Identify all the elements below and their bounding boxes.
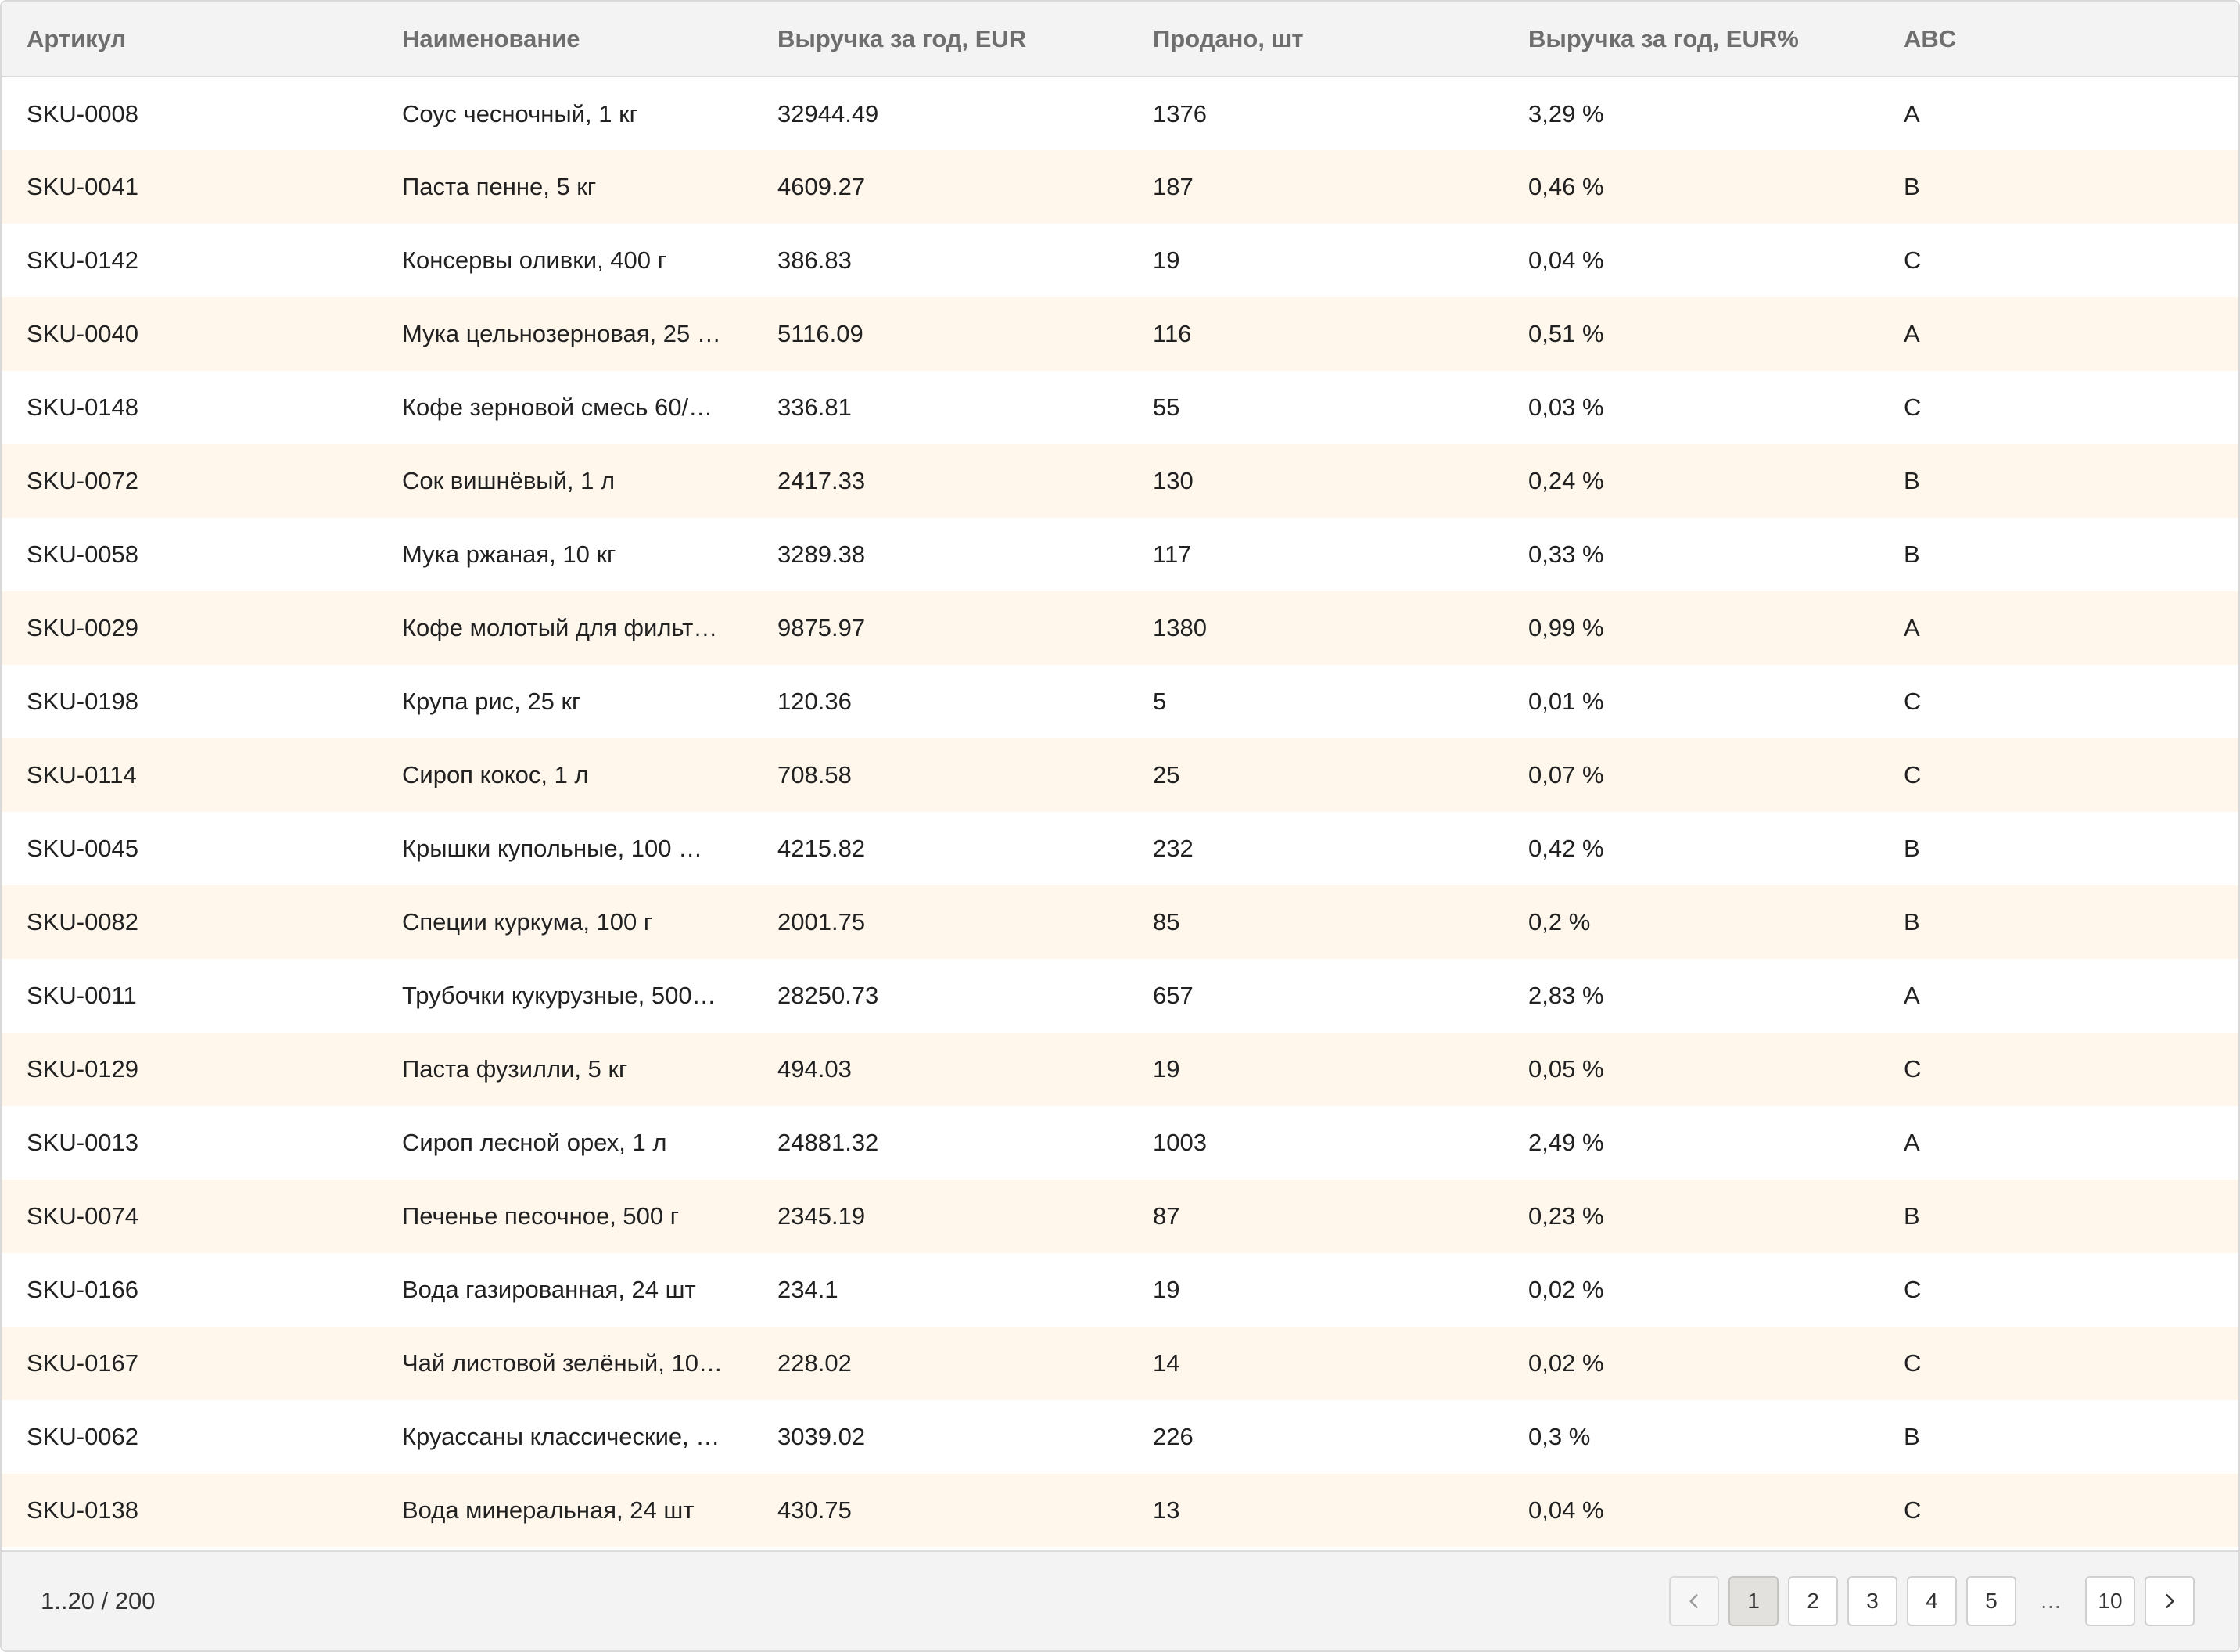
cell-sku: SKU-0072 bbox=[27, 467, 139, 494]
table-row[interactable] bbox=[2, 1032, 2238, 1106]
table-row[interactable] bbox=[2, 77, 2238, 150]
cell-sold: 226 bbox=[1153, 1423, 1194, 1450]
cell-revenue: 3039.02 bbox=[777, 1423, 866, 1450]
cell-name: Специи куркума, 100 г bbox=[402, 908, 653, 936]
column-header-name[interactable]: Наименование bbox=[377, 2, 752, 77]
cell-name: Вода минеральная, 24 шт bbox=[402, 1496, 695, 1524]
cell-revenue-percent: 0,01 % bbox=[1528, 688, 1604, 715]
table-footer bbox=[2, 1550, 2238, 1650]
next-page-button[interactable] bbox=[2145, 1576, 2195, 1626]
cell-revenue-percent: 0,42 % bbox=[1528, 835, 1604, 862]
page-button-3[interactable]: 3 bbox=[1847, 1576, 1897, 1626]
table-row[interactable] bbox=[2, 959, 2238, 1032]
table-row[interactable] bbox=[2, 1253, 2238, 1327]
cell-sold: 13 bbox=[1153, 1496, 1180, 1524]
table-row[interactable] bbox=[2, 1106, 2238, 1180]
cell-revenue: 2001.75 bbox=[777, 908, 866, 936]
page-button-5[interactable]: 5 bbox=[1966, 1576, 2016, 1626]
table-row[interactable] bbox=[2, 1180, 2238, 1253]
cell-abc: A bbox=[1904, 982, 1920, 1009]
cell-sold: 19 bbox=[1153, 1055, 1180, 1083]
cell-sku: SKU-0011 bbox=[27, 982, 137, 1009]
cell-name: Паста фузилли, 5 кг bbox=[402, 1055, 628, 1083]
cell-revenue-percent: 3,29 % bbox=[1528, 99, 1604, 127]
cell-abc: B bbox=[1904, 1202, 1920, 1230]
cell-name: Вода газированная, 24 шт bbox=[402, 1276, 696, 1303]
cell-revenue: 430.75 bbox=[777, 1496, 852, 1524]
table-row[interactable] bbox=[2, 1327, 2238, 1400]
cell-abc: A bbox=[1904, 99, 1920, 127]
cell-revenue: 32944.49 bbox=[777, 99, 879, 127]
cell-revenue: 3289.38 bbox=[777, 540, 866, 568]
cell-sold: 117 bbox=[1153, 540, 1192, 568]
cell-name: Мука цельнозерновая, 25 … bbox=[402, 320, 721, 347]
table-row[interactable] bbox=[2, 1474, 2238, 1547]
abc-analysis-table bbox=[2, 2, 2238, 1547]
pagination bbox=[1669, 1576, 2195, 1626]
cell-name: Крышки купольные, 100 … bbox=[402, 835, 703, 862]
cell-revenue-percent: 0,02 % bbox=[1528, 1349, 1604, 1377]
table-row[interactable] bbox=[2, 591, 2238, 665]
cell-revenue: 9875.97 bbox=[777, 614, 866, 641]
cell-abc: C bbox=[1904, 393, 1922, 421]
cell-name: Сок вишнёвый, 1 л bbox=[402, 467, 616, 494]
page-button-4[interactable]: 4 bbox=[1907, 1576, 1957, 1626]
cell-revenue-percent: 2,49 % bbox=[1528, 1129, 1604, 1156]
cell-name: Сироп лесной орех, 1 л bbox=[402, 1129, 667, 1156]
cell-name: Чай листовой зелёный, 10… bbox=[402, 1349, 723, 1377]
page-button-1[interactable]: 1 bbox=[1728, 1576, 1779, 1626]
column-header-sku[interactable]: Артикул bbox=[2, 2, 377, 77]
cell-revenue: 5116.09 bbox=[777, 320, 863, 347]
cell-revenue-percent: 0,46 % bbox=[1528, 173, 1604, 200]
cell-sku: SKU-0142 bbox=[27, 246, 139, 274]
cell-revenue: 494.03 bbox=[777, 1055, 852, 1083]
cell-revenue: 386.83 bbox=[777, 246, 852, 274]
cell-name: Соус чесночный, 1 кг bbox=[402, 99, 638, 127]
cell-abc: C bbox=[1904, 1496, 1922, 1524]
cell-sold: 55 bbox=[1153, 393, 1180, 421]
cell-sku: SKU-0062 bbox=[27, 1423, 139, 1450]
cell-revenue: 234.1 bbox=[777, 1276, 838, 1303]
cell-abc: C bbox=[1904, 246, 1922, 274]
cell-sku: SKU-0013 bbox=[27, 1129, 139, 1156]
cell-sold: 19 bbox=[1153, 1276, 1180, 1303]
cell-sku: SKU-0045 bbox=[27, 835, 139, 862]
cell-sold: 657 bbox=[1153, 982, 1194, 1009]
cell-abc: C bbox=[1904, 1349, 1922, 1377]
cell-sold: 1003 bbox=[1153, 1129, 1207, 1156]
cell-name: Кофе зерновой смесь 60/… bbox=[402, 393, 713, 421]
cell-revenue: 28250.73 bbox=[777, 982, 879, 1009]
table-row[interactable] bbox=[2, 518, 2238, 591]
cell-sold: 1380 bbox=[1153, 614, 1207, 641]
cell-revenue-percent: 0,33 % bbox=[1528, 540, 1604, 568]
cell-name: Трубочки кукурузные, 500… bbox=[402, 982, 716, 1009]
cell-name: Круассаны классические, … bbox=[402, 1423, 720, 1450]
cell-abc: C bbox=[1904, 1276, 1922, 1303]
column-header-sold[interactable]: Продано, шт bbox=[1128, 2, 1503, 77]
table-row[interactable] bbox=[2, 812, 2238, 885]
cell-sku: SKU-0041 bbox=[27, 173, 139, 200]
table-row[interactable] bbox=[2, 297, 2238, 371]
table-row[interactable] bbox=[2, 738, 2238, 812]
cell-name: Паста пенне, 5 кг bbox=[402, 173, 597, 200]
column-header-revenue-percent[interactable]: Выручка за год, EUR% bbox=[1503, 2, 1879, 77]
table-row[interactable] bbox=[2, 371, 2238, 444]
cell-sold: 232 bbox=[1153, 835, 1194, 862]
cell-revenue-percent: 0,23 % bbox=[1528, 1202, 1604, 1230]
cell-sold: 14 bbox=[1153, 1349, 1180, 1377]
cell-revenue-percent: 0,07 % bbox=[1528, 761, 1604, 788]
cell-revenue: 4609.27 bbox=[777, 173, 866, 200]
cell-revenue: 708.58 bbox=[777, 761, 852, 788]
cell-revenue: 228.02 bbox=[777, 1349, 852, 1377]
cell-sku: SKU-0114 bbox=[27, 761, 137, 788]
cell-revenue: 4215.82 bbox=[777, 835, 866, 862]
cell-sold: 5 bbox=[1153, 688, 1167, 715]
page-button-2[interactable]: 2 bbox=[1788, 1576, 1838, 1626]
cell-abc: A bbox=[1904, 1129, 1920, 1156]
cell-revenue-percent: 2,83 % bbox=[1528, 982, 1604, 1009]
column-header-revenue[interactable]: Выручка за год, EUR bbox=[752, 2, 1128, 77]
cell-sku: SKU-0167 bbox=[27, 1349, 139, 1377]
pagination-range: 1..20 / 200 bbox=[41, 1587, 156, 1614]
cell-revenue-percent: 0,04 % bbox=[1528, 1496, 1604, 1524]
cell-revenue-percent: 0,04 % bbox=[1528, 246, 1604, 274]
cell-sku: SKU-0074 bbox=[27, 1202, 139, 1230]
table-row[interactable] bbox=[2, 665, 2238, 738]
cell-revenue-percent: 0,2 % bbox=[1528, 908, 1591, 936]
cell-sku: SKU-0082 bbox=[27, 908, 139, 936]
cell-sold: 187 bbox=[1153, 173, 1194, 200]
cell-revenue: 2345.19 bbox=[777, 1202, 866, 1230]
cell-revenue-percent: 0,51 % bbox=[1528, 320, 1604, 347]
cell-revenue: 120.36 bbox=[777, 688, 852, 715]
cell-abc: B bbox=[1904, 835, 1920, 862]
cell-revenue: 2417.33 bbox=[777, 467, 866, 494]
cell-abc: C bbox=[1904, 688, 1922, 715]
cell-revenue: 336.81 bbox=[777, 393, 852, 421]
cell-sku: SKU-0138 bbox=[27, 1496, 139, 1524]
cell-sold: 1376 bbox=[1153, 99, 1207, 127]
cell-sku: SKU-0198 bbox=[27, 688, 139, 715]
chevron-left-icon bbox=[1685, 1593, 1703, 1610]
cell-sku: SKU-0129 bbox=[27, 1055, 139, 1083]
prev-page-button[interactable] bbox=[1669, 1576, 1719, 1626]
cell-abc: A bbox=[1904, 614, 1920, 641]
cell-sold: 25 bbox=[1153, 761, 1180, 788]
cell-name: Печенье песочное, 500 г bbox=[402, 1202, 680, 1230]
table-body bbox=[2, 77, 2238, 1547]
table-row[interactable] bbox=[2, 224, 2238, 297]
cell-revenue-percent: 0,24 % bbox=[1528, 467, 1604, 494]
cell-name: Кофе молотый для фильт… bbox=[402, 614, 718, 641]
table-header bbox=[2, 2, 2238, 77]
cell-sku: SKU-0148 bbox=[27, 393, 139, 421]
chevron-right-icon bbox=[2161, 1593, 2178, 1610]
table-row[interactable] bbox=[2, 444, 2238, 518]
cell-revenue-percent: 0,05 % bbox=[1528, 1055, 1604, 1083]
cell-sold: 116 bbox=[1153, 320, 1192, 347]
cell-revenue-percent: 0,02 % bbox=[1528, 1276, 1604, 1303]
cell-sku: SKU-0058 bbox=[27, 540, 139, 568]
cell-sold: 19 bbox=[1153, 246, 1180, 274]
cell-sku: SKU-0040 bbox=[27, 320, 139, 347]
table-row[interactable] bbox=[2, 1400, 2238, 1474]
cell-name: Сироп кокос, 1 л bbox=[402, 761, 589, 788]
cell-abc: C bbox=[1904, 761, 1922, 788]
cell-name: Консервы оливки, 400 г bbox=[402, 246, 666, 274]
cell-sku: SKU-0029 bbox=[27, 614, 139, 641]
cell-name: Крупа рис, 25 кг bbox=[402, 688, 581, 715]
cell-revenue-percent: 0,03 % bbox=[1528, 393, 1604, 421]
cell-abc: B bbox=[1904, 908, 1920, 936]
cell-abc: B bbox=[1904, 1423, 1920, 1450]
cell-sold: 85 bbox=[1153, 908, 1180, 936]
column-header-abc[interactable]: ABC bbox=[1879, 2, 2238, 77]
cell-abc: B bbox=[1904, 540, 1920, 568]
cell-sku: SKU-0166 bbox=[27, 1276, 139, 1303]
cell-revenue-percent: 0,99 % bbox=[1528, 614, 1604, 641]
cell-revenue-percent: 0,3 % bbox=[1528, 1423, 1591, 1450]
cell-abc: A bbox=[1904, 320, 1920, 347]
cell-abc: B bbox=[1904, 173, 1920, 200]
cell-revenue: 24881.32 bbox=[777, 1129, 879, 1156]
cell-abc: B bbox=[1904, 467, 1920, 494]
pagination-ellipsis: … bbox=[2040, 1589, 2062, 1613]
header-row bbox=[2, 2, 2238, 77]
cell-sold: 130 bbox=[1153, 467, 1194, 494]
page-button-last[interactable]: 10 bbox=[2085, 1576, 2135, 1626]
table-row[interactable] bbox=[2, 150, 2238, 224]
table-row[interactable] bbox=[2, 885, 2238, 959]
cell-sold: 87 bbox=[1153, 1202, 1180, 1230]
cell-name: Мука ржаная, 10 кг bbox=[402, 540, 616, 568]
cell-abc: C bbox=[1904, 1055, 1922, 1083]
cell-sku: SKU-0008 bbox=[27, 99, 139, 127]
